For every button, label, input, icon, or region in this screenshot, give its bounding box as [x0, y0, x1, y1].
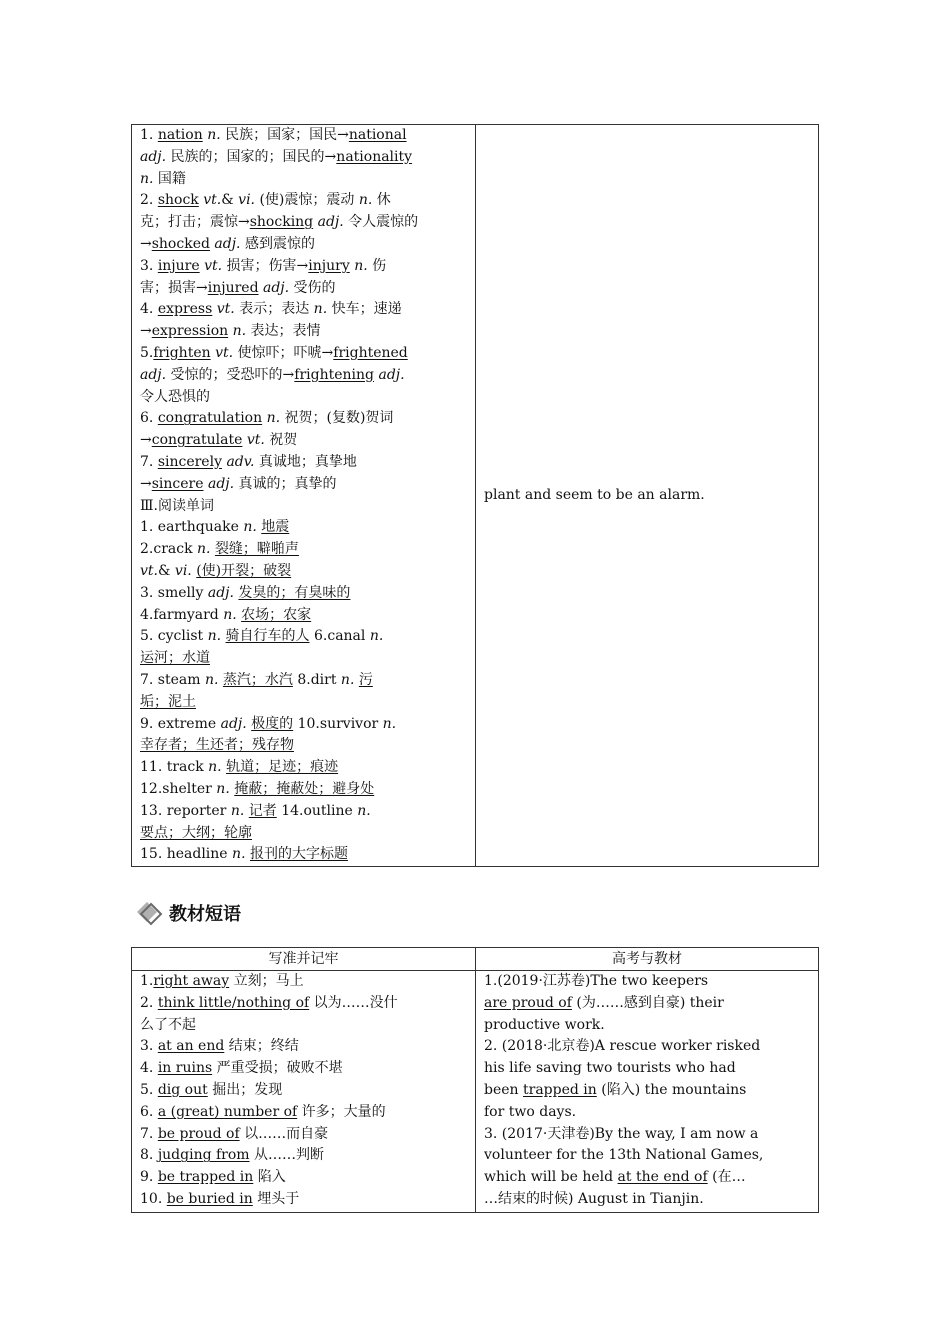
vocabulary-right-column	[476, 125, 818, 866]
diamond-icon	[135, 899, 163, 927]
example-line: 1.(2019·江苏卷)The two keepers	[484, 973, 709, 989]
vocabulary-line: 12.shelter n. 掩蔽；掩蔽处；避身处	[140, 780, 375, 797]
vocabulary-line: 4. express vt. 表示；表达 n. 快车；速递	[140, 301, 402, 318]
example-line: his life saving two tourists who had	[484, 1060, 736, 1077]
vocabulary-line: →expression n. 表达；表情	[140, 323, 321, 340]
vocabulary-line: 5.frighten vt. 使惊吓；吓唬→frightened	[140, 344, 408, 361]
vocabulary-line: 4.farmyard n. 农场；农家	[140, 606, 312, 623]
example-line: for two days.	[484, 1103, 577, 1120]
vocabulary-line: n. 国籍	[140, 170, 186, 187]
phrase-line: 3. at an end 结束；终结	[140, 1038, 299, 1055]
vocabulary-line: 1. earthquake n. 地震	[140, 519, 290, 536]
vocabulary-line: 垢；泥土	[140, 693, 196, 710]
vocabulary-line: adj. 民族的；国家的；国民的→nationality	[140, 148, 413, 165]
vocabulary-line: 克；打击；震惊→shocking adj. 令人震惊的	[140, 214, 419, 231]
phrase-line: 7. be proud of 以……而自豪	[140, 1125, 329, 1142]
phrase-line: 5. dig out 掘出；发现	[140, 1081, 283, 1098]
vocabulary-line: vt.& vi. (使)开裂；破裂	[140, 562, 292, 579]
vocabulary-line: 13. reporter n. 记者 14.outline n.	[140, 802, 371, 819]
vocabulary-line: 15. headline n. 报刊的大字标题	[140, 846, 348, 863]
phrase-line: 么了不起	[140, 1016, 196, 1033]
example-line: are proud of (为……感到自豪) their	[484, 994, 724, 1011]
vocabulary-line: 令人恐惧的	[140, 388, 210, 405]
header-right: 高考与教材	[612, 951, 682, 967]
phrases-list	[132, 971, 476, 1212]
vocabulary-word-column	[132, 125, 476, 866]
vocabulary-line: 3. smelly adj. 发臭的；有臭味的	[140, 584, 351, 601]
phrase-line: 9. be trapped in 陷入	[140, 1169, 286, 1186]
example-line: productive work.	[484, 1016, 605, 1033]
vocabulary-line: 2.crack n. 裂缝；噼啪声	[140, 541, 299, 558]
example-line: 2. (2018·北京卷)A rescue worker risked	[484, 1038, 761, 1055]
header-left: 写准并记牢	[132, 948, 476, 970]
vocabulary-line: 7. steam n. 蒸汽；水汽 8.dirt n. 污	[140, 671, 373, 688]
phrase-line: 1.right away 立刻；马上	[140, 973, 304, 989]
vocabulary-line: 9. extreme adj. 极度的 10.survivor n.	[140, 715, 397, 732]
vocabulary-line: 幸存者；生还者；残存物	[140, 737, 294, 754]
vocabulary-line: adj. 受惊的；受恐吓的→frightening adj.	[140, 366, 405, 383]
phrase-line: 4. in ruins 严重受损；破败不堪	[140, 1060, 343, 1077]
vocabulary-line: 11. track n. 轨道；足迹；痕迹	[140, 759, 339, 776]
phrase-line: 6. a (great) number of 许多；大量的	[140, 1103, 386, 1120]
vocabulary-line: 6. congratulation n. 祝贺；(复数)贺词	[140, 410, 394, 427]
vocabulary-line: Ⅲ.阅读单词	[140, 497, 214, 514]
exam-examples	[476, 971, 818, 1212]
section-heading	[135, 896, 241, 930]
vocabulary-line: 2. shock vt.& vi. (使)震惊；震动 n. 休	[140, 192, 391, 209]
example-line: been trapped in (陷入) the mountains	[484, 1081, 747, 1098]
vocabulary-right-text: plant and seem to be an alarm.	[484, 487, 705, 503]
example-line: volunteer for the 13th National Games,	[484, 1147, 764, 1164]
example-line: …结束的时候) August in Tianjin.	[484, 1190, 704, 1207]
vocabulary-line: 7. sincerely adv. 真诚地；真挚地	[140, 453, 357, 470]
vocabulary-table	[131, 124, 819, 867]
phrase-line: 2. think little/nothing of 以为……没什	[140, 994, 398, 1011]
vocabulary-line: →congratulate vt. 祝贺	[140, 432, 298, 449]
vocabulary-line: →sincere adj. 真诚的；真挚的	[140, 475, 337, 492]
vocabulary-line: 1. nation n. 民族；国家；国民→national	[140, 127, 407, 143]
phrases-table-header	[132, 948, 818, 971]
vocabulary-line: 3. injure vt. 损害；伤害→injury n. 伤	[140, 257, 387, 274]
vocabulary-line: →shocked adj. 感到震惊的	[140, 235, 315, 252]
phrase-line: 10. be buried in 埋头于	[140, 1190, 300, 1207]
vocabulary-line: 要点；大纲；轮廓	[140, 824, 252, 841]
vocabulary-line: 5. cyclist n. 骑自行车的人 6.canal n.	[140, 628, 384, 645]
phrases-table	[131, 947, 819, 1213]
section-title: 教材短语	[169, 904, 241, 925]
vocabulary-line: 运河；水道	[140, 650, 210, 667]
example-line: which will be held at the end of (在…	[484, 1169, 746, 1186]
phrase-line: 8. judging from 从……判断	[140, 1147, 325, 1164]
vocabulary-line: 害；损害→injured adj. 受伤的	[140, 279, 336, 296]
example-line: 3. (2017·天津卷)By the way, I am now a	[484, 1125, 759, 1142]
